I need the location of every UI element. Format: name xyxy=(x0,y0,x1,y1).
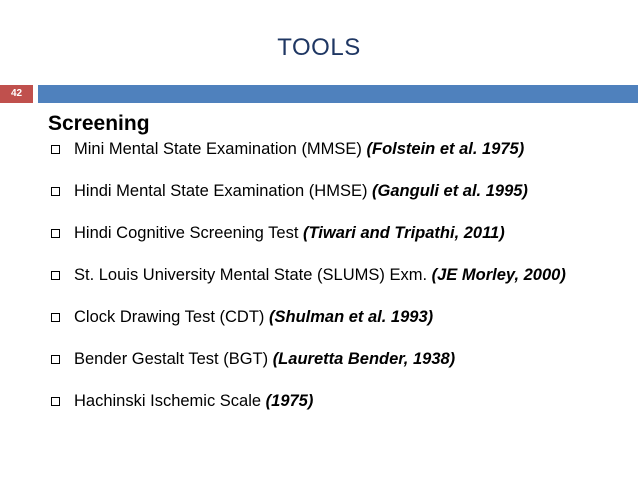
item-text: Hindi Cognitive Screening Test xyxy=(74,224,303,242)
checkbox-bullet-icon xyxy=(51,145,60,154)
item-text: St. Louis University Mental State (SLUMS) Exm. xyxy=(74,266,432,284)
list-item xyxy=(49,392,619,411)
item-citation: (Shulman et al. 1993) xyxy=(268,308,434,326)
header-bar xyxy=(38,85,638,103)
item-citation: (JE Morley, 2000) xyxy=(431,266,566,284)
list-item xyxy=(49,182,619,201)
list-item xyxy=(49,224,619,243)
list-item xyxy=(49,308,619,327)
checkbox-bullet-icon xyxy=(51,187,60,196)
section-heading: Screening xyxy=(48,112,150,135)
item-text: Bender Gestalt Test (BGT) xyxy=(74,350,273,368)
list-item xyxy=(49,266,619,285)
list-item xyxy=(49,140,619,159)
item-citation: (Ganguli et al. 1995) xyxy=(372,182,528,200)
page-number-badge: 42 xyxy=(0,85,33,103)
checkbox-bullet-icon xyxy=(51,313,60,322)
item-text: Hachinski Ischemic Scale xyxy=(74,392,266,410)
checkbox-bullet-icon xyxy=(51,271,60,280)
checkbox-bullet-icon xyxy=(51,355,60,364)
list-item xyxy=(49,350,619,369)
item-citation: (Folstein et al. 1975) xyxy=(366,140,525,158)
item-text: Mini Mental State Examination (MMSE) xyxy=(74,140,367,158)
item-text: Clock Drawing Test (CDT) xyxy=(74,308,269,326)
item-citation: (Lauretta Bender, 1938) xyxy=(272,350,456,368)
tool-list xyxy=(49,140,619,434)
item-citation: (Tiwari and Tripathi, 2011) xyxy=(303,224,505,242)
slide-title: TOOLS xyxy=(277,34,361,61)
item-text: Hindi Mental State Examination (HMSE) xyxy=(74,182,373,200)
checkbox-bullet-icon xyxy=(51,397,60,406)
checkbox-bullet-icon xyxy=(51,229,60,238)
item-citation: (1975) xyxy=(265,392,314,410)
